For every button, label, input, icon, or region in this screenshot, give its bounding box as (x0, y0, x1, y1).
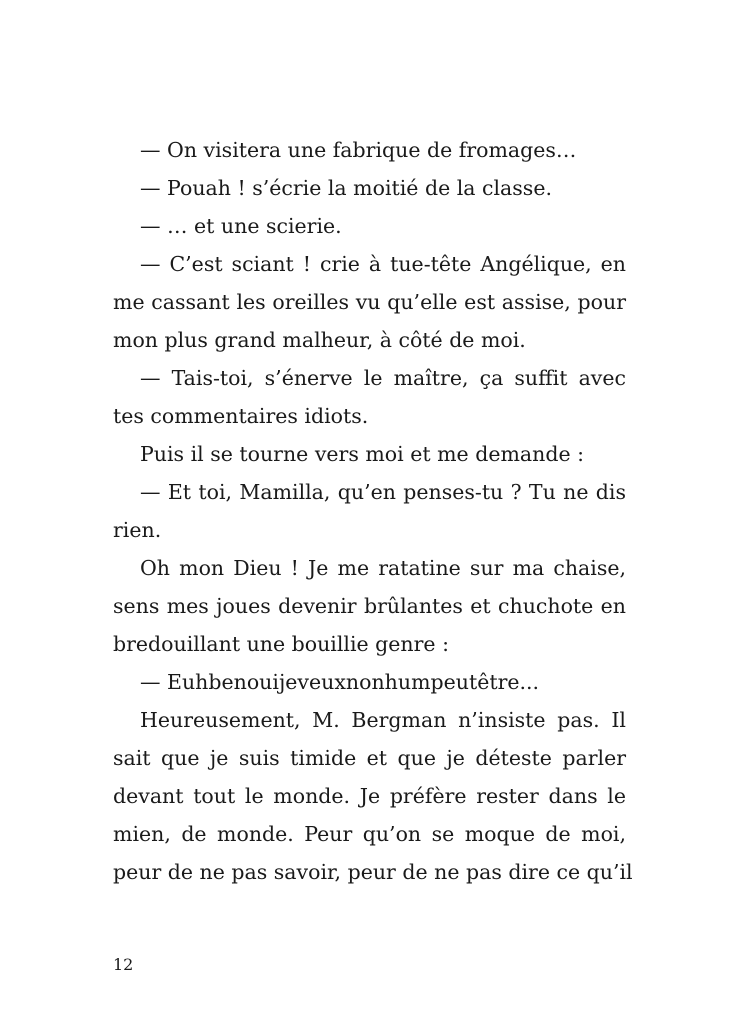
text-line: Heureusement, M. Bergman n’insiste pas. Il (140, 708, 626, 732)
text-line: — C’est sciant ! crie à tue-tête Angélique, en (140, 252, 626, 276)
text-line: tes commentaires idiots. (113, 404, 369, 428)
book-page-text (113, 131, 633, 891)
text-line: — Pouah ! s’écrie la moitié de la classe. (140, 176, 552, 200)
text-line: me cassant les oreilles vu qu’elle est assise, pour (113, 290, 626, 314)
text-line: sait que je suis timide et que je déteste parler (113, 746, 626, 770)
text-line: mon plus grand malheur, à côté de moi. (113, 328, 526, 352)
text-line: — Et toi, Mamilla, qu’en penses-tu ? Tu ne dis (140, 480, 626, 504)
text-line: — … et une scierie. (140, 214, 342, 238)
text-line: mien, de monde. Peur qu’on se moque de moi, (113, 822, 626, 846)
text-line: peur de ne pas savoir, peur de ne pas dire ce qu’il (113, 860, 633, 884)
text-line: Puis il se tourne vers moi et me demande : (140, 442, 584, 466)
text-line: Oh mon Dieu ! Je me ratatine sur ma chaise, (140, 556, 626, 580)
text-line: sens mes joues devenir brûlantes et chuchote en (113, 594, 626, 618)
text-line: bredouillant une bouillie genre : (113, 632, 449, 656)
text-line: — Tais-toi, s’énerve le maître, ça suffit avec (140, 366, 626, 390)
text-line: — On visitera une fabrique de fromages… (140, 138, 577, 162)
text-line: — Euhbenouijeveuxnonhumpeutêtre... (140, 670, 540, 694)
page-number: 12 (113, 955, 134, 974)
text-line: rien. (113, 518, 162, 542)
text-line: devant tout le monde. Je préfère rester dans le (113, 784, 626, 808)
